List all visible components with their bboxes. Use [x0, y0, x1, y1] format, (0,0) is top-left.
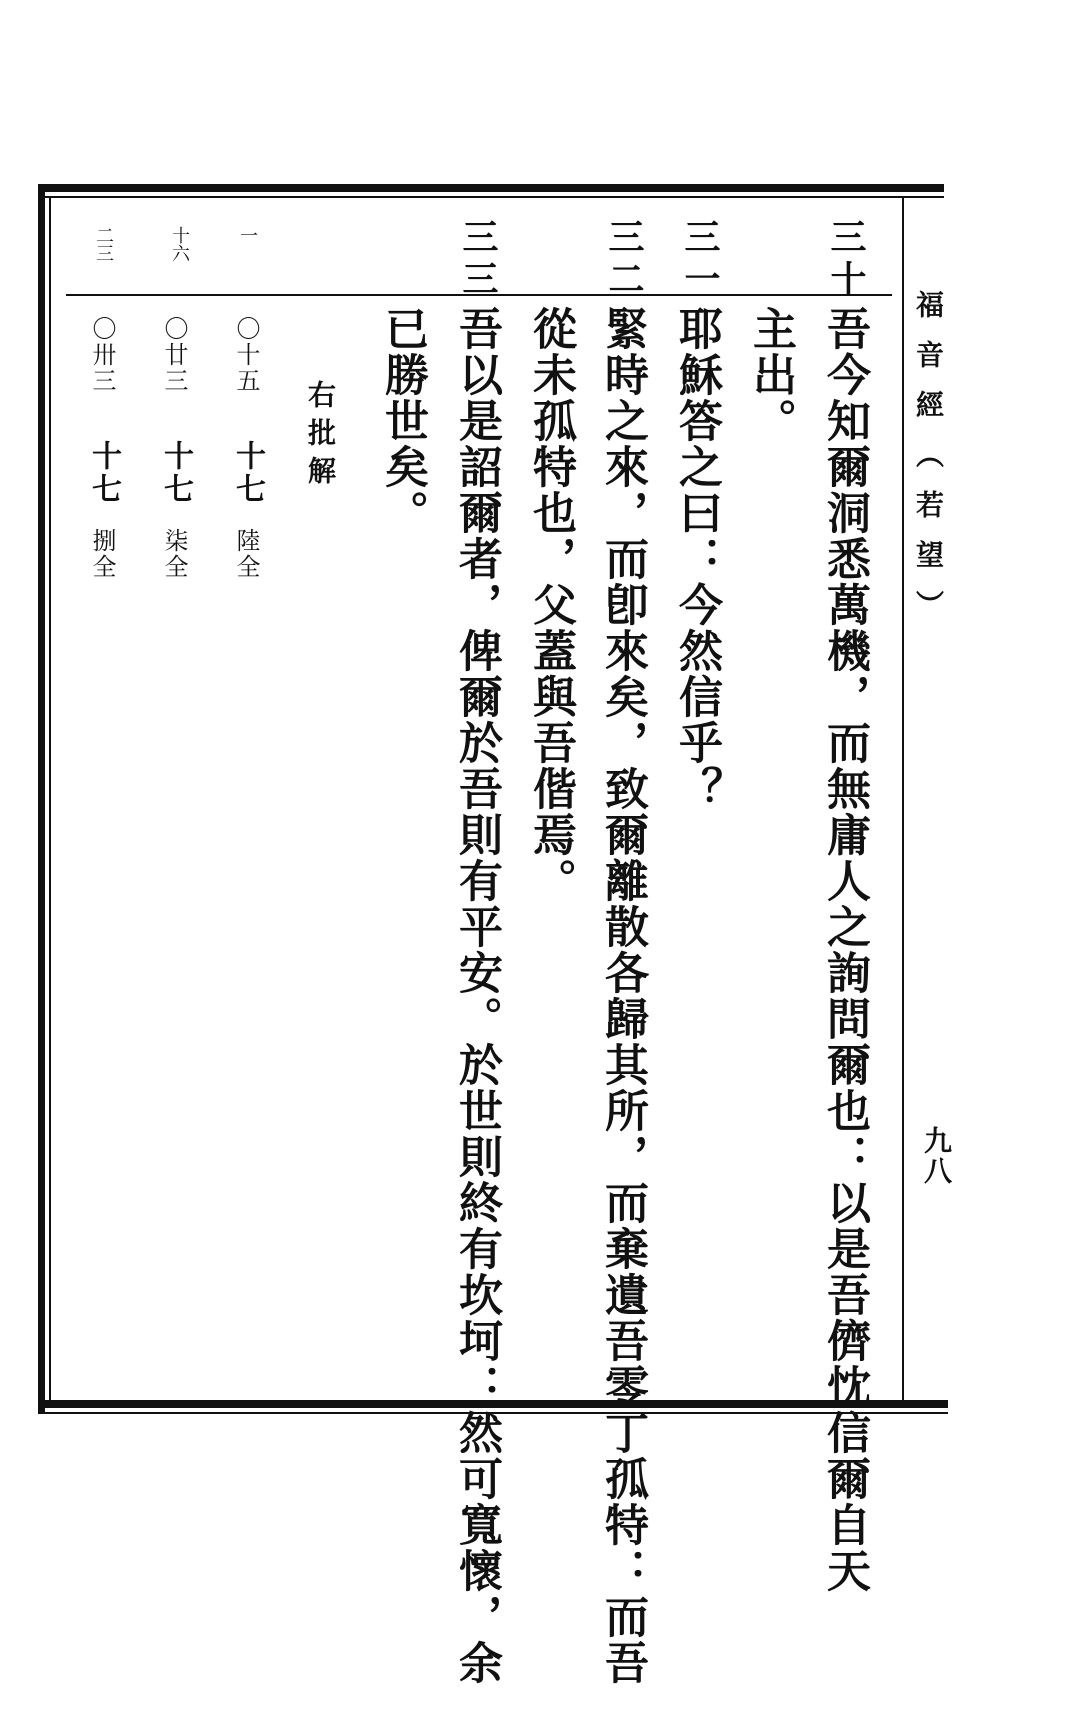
left-border-thin — [49, 196, 51, 1404]
verse-33-line-1: 吾以是詔爾者，俾爾於吾則有平安。於世則終有坎坷：然可寬懷，余 — [451, 306, 502, 1686]
ref-2-chapter: 十七 — [158, 440, 193, 506]
ref-3-ref: 〇卅三 — [88, 316, 116, 394]
top-border-thin — [38, 196, 944, 198]
ref-1-ref: 〇十五 — [232, 316, 260, 394]
verse-32-line-1: 緊時之來，而卽來矣，致爾離散各歸其所，而棄遺吾零丁孤特：而吾 — [597, 306, 648, 1686]
verse-number-30: 三十 — [825, 218, 867, 302]
ref-3-chapter: 十七 — [86, 440, 121, 506]
ref-1-cross: 陸全 — [232, 528, 260, 580]
ref-3-verse: 二三 — [93, 226, 114, 262]
ref-1-verse: 一 — [237, 226, 258, 244]
ref-2-verse: 十六 — [169, 226, 190, 262]
verse-31-line-1: 耶穌答之曰：今然信乎？ — [671, 306, 722, 812]
verse-32-line-2: 從未孤特也，父蓋與吾偕焉。 — [525, 306, 576, 904]
verse-30-line-1: 吾今知爾洞悉萬機，而無庸人之詢問爾也：以是吾儕忱信爾自天 — [819, 306, 870, 1594]
ref-2-cross: 柒全 — [160, 528, 188, 580]
left-border-thick — [38, 184, 45, 1412]
references-heading: 右批解 — [304, 380, 337, 494]
top-border-thick — [38, 184, 944, 192]
verse-number-33: 三三 — [457, 218, 499, 302]
margin-divider — [902, 198, 904, 1400]
book-title: 福音經（若望） — [912, 290, 945, 640]
verse-number-31: 三一 — [679, 218, 721, 302]
ref-2-ref: 〇廿三 — [160, 316, 188, 394]
ref-3-cross: 捌全 — [88, 528, 116, 580]
ref-1-chapter: 十七 — [230, 440, 265, 506]
verse-30-line-2: 主出。 — [745, 306, 796, 444]
verse-number-32: 三二 — [603, 218, 645, 302]
verse-33-line-2: 已勝世矣。 — [377, 306, 428, 536]
page-number: 九八 — [920, 1126, 953, 1186]
